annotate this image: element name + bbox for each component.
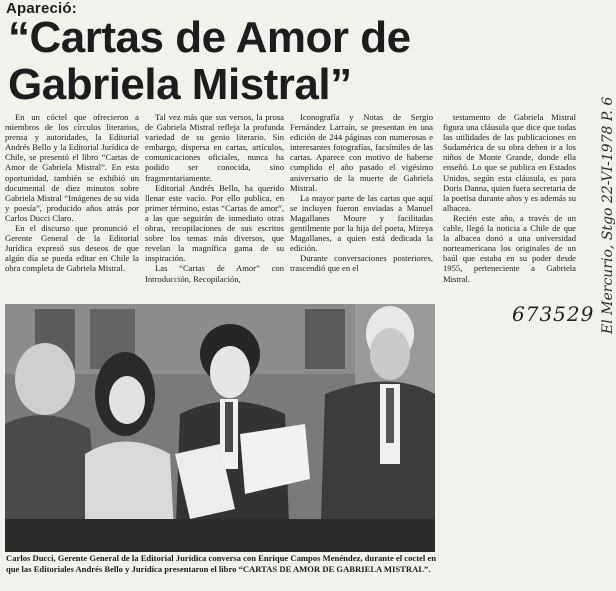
handwritten-reference-number: 673529 — [512, 302, 595, 326]
press-photo-image — [5, 304, 435, 552]
paragraph: Editorial Andrés Bello, ha querido llenar este vacío. Por ello publica, en primer término, estas “Cartas de amor”, a las que seguirán de inmediato otras obras, recopilaciones de sus escritos sobre los temas más diversos, que revelan la magnífica gama de su inspiración. — [145, 182, 284, 264]
paragraph: En un cóctel que ofrecieron a miembros de los círculos literarios, prensa y autoridades, la Editorial Andrés Bello y la Editorial Jurídica de Chile, se presentó el libro “Cartas de Amor de Gabriela Mistral”. En esta oportunidad, también se exhibió un documental de diez minutos sobre Gabriela Mistral “Imágenes de su vida y poesía”, producido años atrás por Carlos Ducci Claro. — [5, 112, 139, 223]
article-column-1 — [5, 112, 139, 274]
paragraph: Iconografía y Notas de Sergio Fernández Larraín, se presentan en una edición de 244 páginas con numerosas e interesantes fotografías, facsímiles de las cartas. Aparece con motivo de haberse cumplido el año pasado el vigésimo aniversario de la muerte de Gabriela Mistral. — [290, 112, 433, 193]
article-column-2 — [145, 112, 284, 284]
source-note-text: El Mercurio, Stgo 22-VI-1978 P. 6 — [600, 96, 616, 334]
paragraph: testamento de Gabriela Mistral figura una cláusula que dice que todas las utilidades de las publicaciones en Sudamérica de su obra deben ir a los niños de Monte Grande, donde ella enseñó. Lo que se publica en Estados Unidos, según esta cláusula, es para Doris Danna, quien fuera secretaria de la poetisa durante años y es además su albacea. — [443, 112, 576, 213]
paragraph: La mayor parte de las cartas que aquí se incluyen fueron enviadas a Manuel Magallanes Moure y facilitadas gentilmente por la hija del poeta, Mireya Magallanes, a quien está dedicada la edición. — [290, 192, 433, 254]
paragraph: En el discurso que pronunció el Gerente General de la Editorial Jurídica expresó sus deseos de que algún día se pueda editar en Chile la obra completa de Gabriela Mistral. — [5, 223, 139, 274]
paragraph: Las “Cartas de Amor” con Introducción, Recopilación, — [145, 263, 284, 284]
headline: “Cartas de Amor de Gabriela Mistral” — [8, 13, 411, 109]
kicker: Apareció: — [6, 0, 77, 17]
paragraph: Tal vez más que sus versos, la prosa de Gabriela Mistral refleja la profunda variedad de su genio literario. Sin embargo, dispersa en cartas, artículos, comunicaciones oficiales, nunca ha podido ser conocida, sino fragmentariamente. — [145, 112, 284, 183]
article-column-3 — [290, 112, 433, 300]
photo-caption: Carlos Ducci, Gerente General de la Editorial Jurídica conversa con Enrique Campos Menéndez, durante el coctel en que las Editoriales Andrés Bello y Jurídica presentaron el libro “CARTAS DE AMOR DE GABRIELA MISTRAL”. — [6, 553, 436, 574]
paragraph: Recién este año, a través de un cable, llegó la noticia a Chile de que la albacea donó a una universidad norteamericana los originales de un baúl que estaba en su poder desde 1955, perteneciente a Gabriela Mistral. — [443, 212, 576, 284]
press-photo — [5, 304, 435, 552]
paragraph: Durante conversaciones posteriores, trascendió que en el — [290, 253, 433, 274]
